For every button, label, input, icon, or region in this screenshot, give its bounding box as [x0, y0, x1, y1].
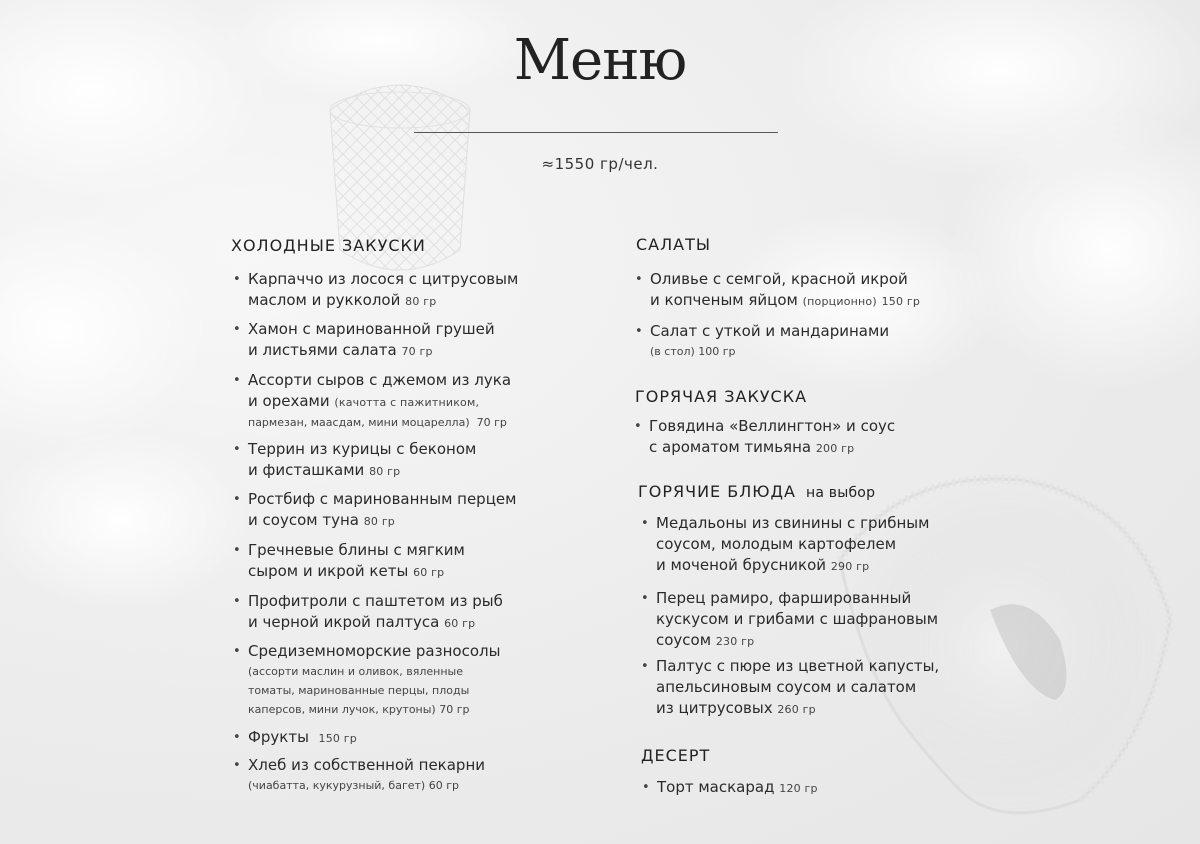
- menu-item: [233, 540, 608, 583]
- bullet-icon: •: [233, 543, 241, 558]
- item-name: Хамон с маринованной грушей: [248, 320, 495, 338]
- item-name: Фрукты: [248, 728, 309, 746]
- item-name: Оливье с семгой, красной икрой: [650, 270, 908, 288]
- bullet-icon: •: [641, 591, 649, 606]
- item-note: томаты, маринованные перцы, плоды: [248, 684, 470, 697]
- bullet-icon: •: [233, 758, 241, 773]
- bullet-icon: •: [634, 419, 642, 434]
- item-name: и фисташками: [248, 461, 365, 479]
- item-name: сыром и икрой кеты: [248, 562, 409, 580]
- section-heading-label: ГОРЯЧИЕ БЛЮДА: [638, 482, 796, 501]
- section-heading-salads: САЛАТЫ: [636, 235, 711, 254]
- item-name: Палтус с пюре из цветной капусты,: [656, 657, 940, 675]
- menu-item: [233, 269, 608, 312]
- item-note: (качотта с пажитником,: [334, 396, 480, 409]
- bullet-icon: •: [641, 659, 649, 674]
- portion-weight: ≈1550 гр/чел.: [541, 155, 659, 173]
- item-name: Торт маскарад: [657, 778, 775, 796]
- item-weight: 60 гр: [428, 779, 459, 792]
- section-heading-dessert: ДЕСЕРТ: [641, 746, 711, 765]
- item-weight: 80 гр: [369, 465, 401, 478]
- menu-item: [233, 439, 608, 482]
- item-weight: 120 гр: [779, 782, 818, 795]
- menu-item: [635, 321, 1010, 361]
- bullet-icon: •: [233, 272, 241, 287]
- section-heading-hot-appetizer: ГОРЯЧАЯ ЗАКУСКА: [635, 387, 808, 406]
- item-name: Профитроли с паштетом из рыб: [248, 592, 503, 610]
- item-name: Хлеб из собственной пекарни: [248, 756, 486, 774]
- item-name: и моченой брусникой: [656, 556, 827, 574]
- item-name: Говядина «Веллингтон» и соус: [649, 417, 896, 435]
- bullet-icon: •: [635, 324, 643, 339]
- item-name: и листьями салата: [248, 341, 397, 359]
- bullet-icon: •: [233, 594, 241, 609]
- menu-item: [641, 656, 1016, 720]
- item-note: (чиабатта, кукурузный, багет): [248, 779, 426, 792]
- item-name: из цитрусовых: [656, 699, 773, 717]
- bullet-icon: •: [233, 730, 241, 745]
- bullet-icon: •: [233, 322, 241, 337]
- item-weight: 60 гр: [444, 617, 476, 630]
- item-name: Средиземноморские разносолы: [248, 642, 501, 660]
- item-name: Медальоны из свинины с грибным: [656, 514, 930, 532]
- menu-item: [233, 319, 608, 362]
- item-name: Ассорти сыров с джемом из лука: [248, 371, 512, 389]
- item-name: кускусом и грибами с шафрановым: [656, 610, 939, 628]
- menu-item: [233, 591, 608, 634]
- section-heading-cold-appetizers: ХОЛОДНЫЕ ЗАКУСКИ: [231, 236, 426, 255]
- bullet-icon: •: [233, 442, 241, 457]
- item-name: соусом, молодым картофелем: [656, 535, 897, 553]
- item-note: (в стол): [650, 345, 695, 358]
- item-weight: 80 гр: [405, 295, 437, 308]
- bullet-icon: •: [233, 373, 241, 388]
- menu-item: [233, 370, 608, 432]
- item-name: Ростбиф с маринованным перцем: [248, 490, 517, 508]
- menu-item: [233, 489, 608, 532]
- menu-item: [641, 513, 1016, 577]
- item-weight: 150 гр: [881, 295, 921, 308]
- item-name: Перец рамиро, фаршированный: [656, 589, 912, 607]
- section-heading-hot-dishes: [638, 482, 875, 501]
- item-name: маслом и рукколой: [248, 291, 401, 309]
- item-weight: 290 гр: [830, 560, 870, 573]
- item-name: Террин из курицы с беконом: [248, 440, 477, 458]
- item-weight: 150 гр: [318, 732, 357, 745]
- item-name: и черной икрой палтуса: [248, 613, 440, 631]
- item-weight: 100 гр: [698, 345, 736, 358]
- item-name: и копченым яйцом: [650, 291, 798, 309]
- item-name: с ароматом тимьяна: [649, 438, 812, 456]
- item-weight: 70 гр: [476, 416, 507, 429]
- item-weight: 70 гр: [439, 703, 470, 716]
- bullet-icon: •: [642, 780, 650, 795]
- bullet-icon: •: [233, 492, 241, 507]
- menu-item: [233, 755, 608, 795]
- item-name: апельсиновым соусом и салатом: [656, 678, 917, 696]
- bullet-icon: •: [635, 272, 643, 287]
- item-note: (ассорти маслин и оливок, вяленные: [248, 665, 463, 678]
- menu-item: [642, 777, 1017, 799]
- menu-item: [233, 641, 608, 719]
- bullet-icon: •: [233, 644, 241, 659]
- item-weight: 70 гр: [401, 345, 433, 358]
- menu-item: [634, 416, 1009, 459]
- section-heading-note: на выбор: [805, 485, 876, 501]
- menu-item: [233, 727, 608, 749]
- item-name: Салат с уткой и мандаринами: [650, 322, 890, 340]
- menu-item: [641, 588, 1016, 652]
- item-name: соусом: [656, 631, 712, 649]
- item-name: Карпаччо из лосося с цитрусовым: [248, 270, 519, 288]
- item-weight: 260 гр: [777, 703, 816, 716]
- page-title: Меню: [513, 28, 687, 93]
- item-name: и орехами: [248, 392, 330, 410]
- item-note: пармезан, маасдам, мини моцарелла): [248, 416, 470, 429]
- item-name: и соусом туна: [248, 511, 359, 529]
- item-note: каперсов, мини лучок, крутоны): [248, 703, 436, 716]
- bullet-icon: •: [641, 516, 649, 531]
- title-divider: [414, 132, 778, 133]
- item-weight: 60 гр: [413, 566, 445, 579]
- menu-item: [635, 269, 1010, 312]
- item-weight: 200 гр: [815, 442, 855, 455]
- item-weight: 80 гр: [363, 515, 395, 528]
- item-name: Гречневые блины с мягким: [248, 541, 465, 559]
- item-note: (порционно): [802, 295, 877, 308]
- item-weight: 230 гр: [715, 635, 755, 648]
